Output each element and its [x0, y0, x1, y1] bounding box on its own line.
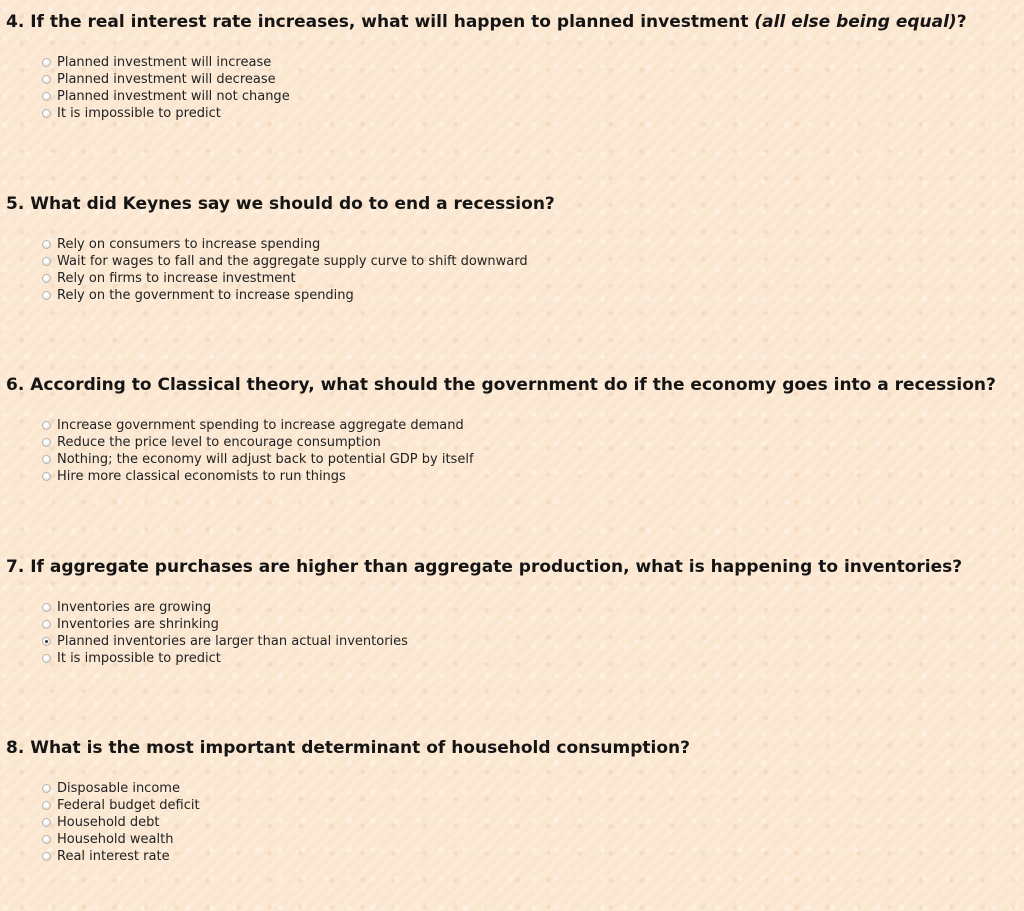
option-label: Inventories are growing [57, 600, 212, 615]
radio-button[interactable] [42, 421, 51, 430]
option-label: Household debt [57, 815, 160, 830]
radio-button[interactable] [42, 852, 51, 861]
option-q7-2[interactable] [42, 616, 408, 633]
option-label: Rely on firms to increase investment [57, 271, 296, 286]
question-6 [6, 375, 1016, 484]
radio-button[interactable] [42, 801, 51, 810]
option-label: Reduce the price level to encourage consumption [57, 435, 381, 450]
option-q7-4[interactable] [42, 650, 408, 667]
option-q6-3[interactable] [42, 451, 474, 468]
option-label: Hire more classical economists to run things [57, 469, 346, 484]
question-5-options [42, 236, 528, 304]
radio-button[interactable] [42, 472, 51, 481]
option-q4-3[interactable] [42, 88, 290, 105]
option-label: Disposable income [57, 781, 180, 796]
radio-button[interactable] [42, 603, 51, 612]
option-label: Planned investment will not change [57, 89, 290, 104]
radio-button[interactable] [42, 654, 51, 663]
option-label: It is impossible to predict [57, 651, 221, 666]
option-q8-3[interactable] [42, 814, 200, 831]
option-q5-3[interactable] [42, 270, 528, 287]
radio-button[interactable] [42, 58, 51, 67]
radio-button[interactable] [42, 75, 51, 84]
option-label: It is impossible to predict [57, 106, 221, 121]
option-label: Nothing; the economy will adjust back to potential GDP by itself [57, 452, 474, 467]
option-q7-1[interactable] [42, 599, 408, 616]
option-label: Rely on the government to increase spending [57, 288, 354, 303]
option-q7-3[interactable] [42, 633, 408, 650]
option-q5-2[interactable] [42, 253, 528, 270]
option-q5-4[interactable] [42, 287, 528, 304]
option-q6-1[interactable] [42, 417, 474, 434]
option-label: Increase government spending to increase aggregate demand [57, 418, 464, 433]
question-8-title: 8. What is the most important determinant of household consumption? [6, 738, 690, 758]
option-label: Planned investment will increase [57, 55, 272, 70]
question-4 [6, 12, 1016, 121]
option-q4-2[interactable] [42, 71, 290, 88]
question-8-options [42, 780, 200, 865]
option-label: Household wealth [57, 832, 174, 847]
radio-button[interactable] [42, 835, 51, 844]
option-q6-2[interactable] [42, 434, 474, 451]
option-label: Inventories are shrinking [57, 617, 219, 632]
question-7 [6, 557, 1016, 666]
question-8 [6, 738, 1016, 864]
question-6-options [42, 417, 474, 485]
option-q5-1[interactable] [42, 236, 528, 253]
question-4-title-text: 4. If the real interest rate increases, what will happen to planned investment [6, 12, 755, 32]
option-label: Wait for wages to fall and the aggregate supply curve to shift downward [57, 254, 528, 269]
question-4-title-tail: ? [956, 12, 967, 32]
option-label: Planned inventories are larger than actual inventories [57, 634, 408, 649]
radio-button[interactable] [42, 257, 51, 266]
radio-button[interactable] [42, 274, 51, 283]
option-label: Federal budget deficit [57, 798, 200, 813]
option-label: Real interest rate [57, 849, 170, 864]
question-4-title [6, 12, 1016, 32]
radio-button[interactable] [42, 620, 51, 629]
option-q8-4[interactable] [42, 831, 200, 848]
option-q8-1[interactable] [42, 780, 200, 797]
radio-button[interactable] [42, 784, 51, 793]
option-q8-2[interactable] [42, 797, 200, 814]
question-4-options [42, 54, 290, 122]
question-5-title: 5. What did Keynes say we should do to end a recession? [6, 194, 555, 214]
radio-button-selected[interactable] [42, 637, 51, 646]
radio-button[interactable] [42, 455, 51, 464]
option-q4-1[interactable] [42, 54, 290, 71]
question-6-title: 6. According to Classical theory, what should the government do if the economy goes into a recession? [6, 375, 996, 395]
option-q4-4[interactable] [42, 105, 290, 122]
option-label: Rely on consumers to increase spending [57, 237, 321, 252]
radio-button[interactable] [42, 438, 51, 447]
option-label: Planned investment will decrease [57, 72, 276, 87]
radio-button[interactable] [42, 818, 51, 827]
question-4-title-italic: (all else being equal) [754, 12, 957, 32]
option-q8-5[interactable] [42, 848, 200, 865]
radio-button[interactable] [42, 240, 51, 249]
option-q6-4[interactable] [42, 468, 474, 485]
radio-button[interactable] [42, 291, 51, 300]
question-7-title: 7. If aggregate purchases are higher than aggregate production, what is happening to inventories? [6, 557, 963, 577]
question-5 [6, 194, 1016, 303]
radio-button[interactable] [42, 109, 51, 118]
radio-button[interactable] [42, 92, 51, 101]
question-7-options [42, 599, 408, 667]
